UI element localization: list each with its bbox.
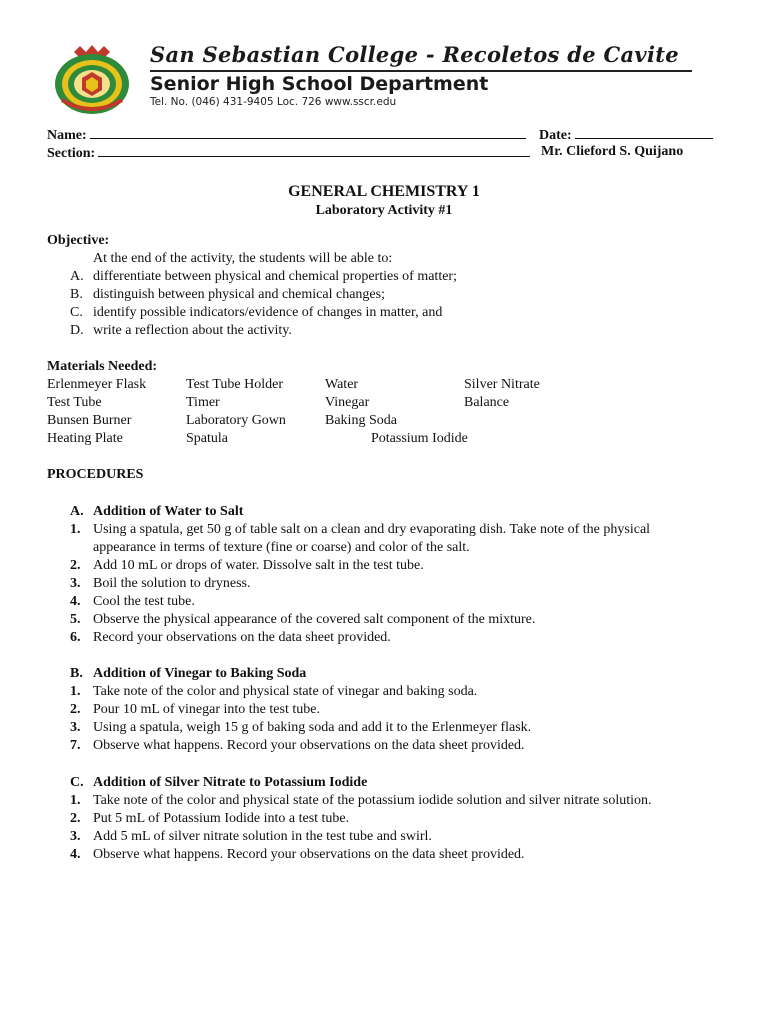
section-title-text: Addition of Vinegar to Baking Soda [93,666,307,681]
procedure-step [70,557,424,575]
objective-marker: B. [70,287,83,302]
section-title-text: Addition of Water to Salt [93,504,244,519]
objective-intro: At the end of the activity, the students will be able to: [93,251,393,266]
step-text-continued: appearance in terms of texture (fine or coarse) and color of the salt. [93,540,470,555]
material-item: Silver Nitrate [464,377,540,392]
material-item: Test Tube [47,395,102,410]
material-item: Timer [186,395,220,410]
step-text: Pour 10 mL of vinegar into the test tube. [93,702,320,717]
step-number: 2. [70,811,81,826]
step-number: 4. [70,847,81,862]
date-label: Date: [539,128,572,143]
step-text: Using a spatula, get 50 g of table salt on a clean and dry evaporating dish. Take note of the physical [93,522,651,537]
procedure-step [70,575,251,593]
procedure-step [70,792,652,810]
name-label: Name: [47,128,87,143]
materials-heading: Materials Needed: [47,359,158,374]
date-row [539,125,713,145]
procedure-step [70,683,477,701]
procedure-step [70,629,391,647]
step-number: 3. [70,720,81,735]
document-subtitle: Laboratory Activity #1 [315,203,453,218]
department-name: Senior High School Department [150,73,489,95]
procedure-step [70,593,195,611]
step-number: 3. [70,576,81,591]
step-number: 2. [70,558,81,573]
step-number: 6. [70,630,81,645]
objective-text: identify possible indicators/evidence of changes in matter, and [93,305,443,320]
step-text: Take note of the color and physical state of vinegar and baking soda. [93,684,478,699]
step-number: 5. [70,612,81,627]
section-field[interactable] [98,143,530,157]
material-item: Vinegar [325,395,370,410]
procedure-step [70,719,531,737]
procedure-section-title [70,503,243,521]
letterhead [52,42,697,114]
step-text: Add 10 mL or drops of water. Dissolve salt in the test tube. [93,558,424,573]
objective-text: distinguish between physical and chemical changes; [93,287,385,302]
procedure-section-title [70,774,367,792]
objective-item [70,268,457,286]
step-text: Take note of the color and physical state of the potassium iodide solution and silver nitrate solution. [93,793,652,808]
teacher-name: Mr. Clieford S. Quijano [541,144,684,159]
material-item: Potassium Iodide [371,431,468,446]
material-item: Bunsen Burner [47,413,132,428]
step-text: Put 5 mL of Potassium Iodide into a test tube. [93,811,350,826]
material-item: Balance [464,395,510,410]
material-item: Laboratory Gown [186,413,286,428]
step-text: Cool the test tube. [93,594,195,609]
contact-info: Tel. No. (046) 431-9405 Loc. 726 www.sscr.edu [150,96,397,108]
procedure-step [70,810,349,828]
objective-marker: D. [70,323,84,338]
material-item: Test Tube Holder [186,377,284,392]
name-field[interactable] [90,125,526,139]
procedure-step [70,846,525,864]
section-marker: A. [70,504,84,519]
procedure-step [70,611,535,629]
objective-marker: A. [70,269,84,284]
step-number: 4. [70,594,81,609]
objective-text: write a reflection about the activity. [93,323,292,338]
procedure-step [70,521,650,539]
step-text: Record your observations on the data sheet provided. [93,630,391,645]
procedure-step [70,828,432,846]
objective-text: differentiate between physical and chemical properties of matter; [93,269,457,284]
step-text: Add 5 mL of silver nitrate solution in the test tube and swirl. [93,829,432,844]
document-title: GENERAL CHEMISTRY 1 [288,183,480,200]
step-number: 1. [70,522,81,537]
step-number: 1. [70,793,81,808]
objective-item [70,286,385,304]
procedure-step [70,737,525,755]
objective-item [70,322,292,340]
step-number: 3. [70,829,81,844]
material-item: Water [325,377,359,392]
material-item: Erlenmeyer Flask [47,377,147,392]
procedure-step [70,701,320,719]
material-item: Spatula [186,431,228,446]
step-number: 7. [70,738,81,753]
section-marker: C. [70,775,84,790]
step-text: Observe what happens. Record your observations on the data sheet provided. [93,847,525,862]
procedures-heading: PROCEDURES [47,467,144,482]
objective-heading: Objective: [47,233,110,248]
section-row [47,143,530,163]
step-text: Observe the physical appearance of the covered salt component of the mixture. [93,612,536,627]
section-label: Section: [47,146,96,161]
procedure-section-title [70,665,306,683]
step-text: Observe what happens. Record your observations on the data sheet provided. [93,738,525,753]
header-divider [150,70,692,72]
step-text: Boil the solution to dryness. [93,576,251,591]
section-title-text: Addition of Silver Nitrate to Potassium Iodide [93,775,368,790]
material-item: Baking Soda [325,413,397,428]
school-name: San Sebastian College - Recoletos de Cavite [150,42,679,67]
step-number: 1. [70,684,81,699]
date-field[interactable] [575,125,713,139]
school-seal-logo [52,44,132,116]
step-text: Using a spatula, weigh 15 g of baking soda and add it to the Erlenmeyer flask. [93,720,532,735]
name-row [47,125,526,145]
objective-marker: C. [70,305,83,320]
material-item: Heating Plate [47,431,123,446]
step-number: 2. [70,702,81,717]
section-marker: B. [70,666,83,681]
objective-item [70,304,442,322]
